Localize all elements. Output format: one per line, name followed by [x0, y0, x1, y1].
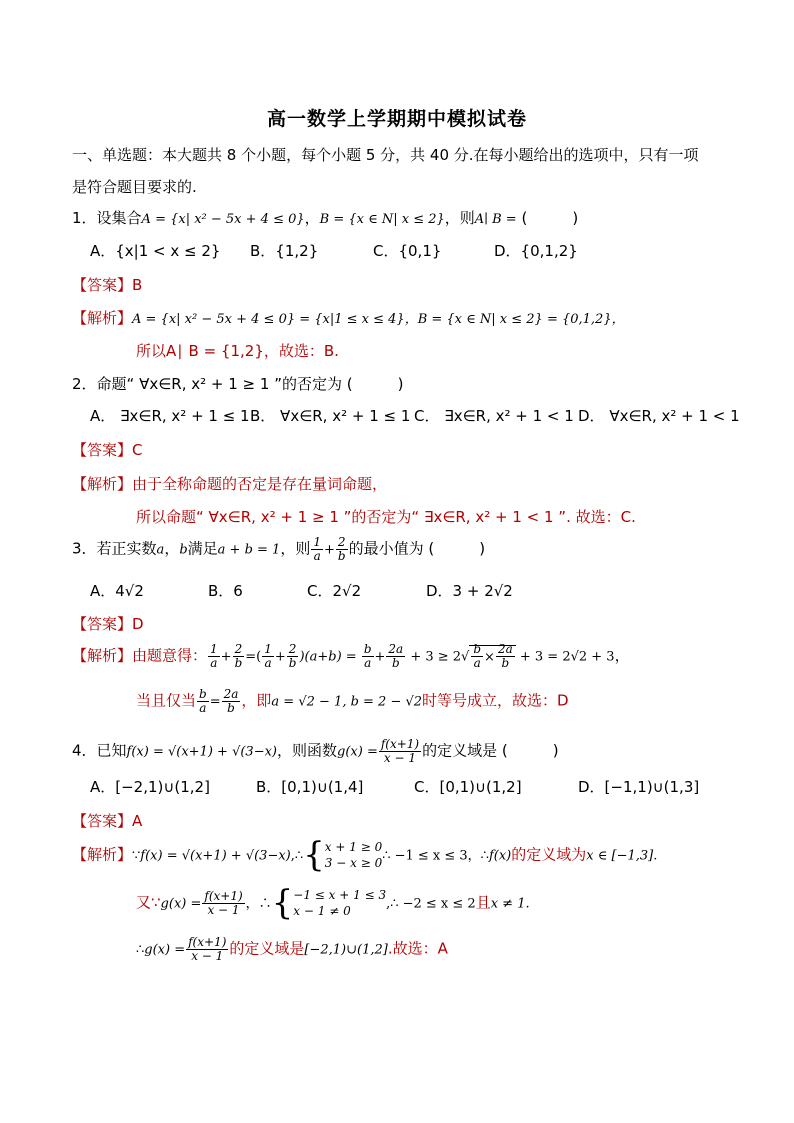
answer-label: 【答案】 [72, 812, 133, 830]
q4-x-ne-1: x ≠ 1. [490, 896, 530, 912]
q4-stem-b: ，则函数 [277, 741, 338, 760]
q2-analysis-line1 [72, 473, 387, 494]
q3-analysis-lead: 由题意得： [132, 646, 208, 665]
q3-math-frac: $\frac{2}{b}$ [234, 642, 243, 670]
q4-system-brace: { [271, 883, 294, 923]
answer-label: 【答案】 [72, 615, 133, 633]
section-intro-line1: 一、单选题：本大题共 8 个小题，每个小题 5 分，共 40 分.在每小题给出的选项中，只有一项 [72, 146, 699, 164]
q4-gx-fraction: $\frac{f(x+1)}{x - 1}$ [380, 737, 420, 765]
q3-condition: a + b = 1 [217, 542, 281, 558]
q4-option-a: A．[−2,1)∪(1,2] [90, 778, 210, 796]
q3-option-d: D．3 + 2√2 [426, 582, 513, 600]
question-1-stem [72, 207, 578, 228]
q3-sep: ， [164, 539, 180, 558]
q2-option-d: D． ∀x∈R, x² + 1 < 1 [578, 407, 740, 425]
q4-domain-is: 的定义域是 [229, 939, 305, 958]
q1-option-d: D．{0,1,2} [494, 242, 578, 260]
q1-option-a: A．{x|1 < x ≤ 2} [90, 242, 221, 260]
q4-system-brace: { [303, 835, 325, 875]
q3-stem-b: 满足 [187, 539, 218, 558]
q4-domain-final: [−2,1)∪(1,2] [304, 942, 388, 958]
q3-math-frac: $\frac{1}{a}$ [210, 642, 218, 670]
q1-expr: A∣ B = [474, 212, 517, 227]
q4-fx: f(x) = √(x+1) + √(3−x) [126, 744, 277, 760]
q4-and: 且 [475, 893, 491, 912]
q1-analysis-math1: A = {x| x² − 5x + 4 ≤ 0} = {x|1 ≤ x ≤ 4}，B = {x ∈ N| x ≤ 2} = {0,1,2}， [132, 312, 625, 327]
q3-analysis-line1: 【解析】由题意得： $\frac{1}{a}$ + $\frac{2}{b}$ =( $\frac{1}{a}$ + $\frac{2}{b}$ )(a+b) = $\frac{b}{a}$ + $\frac{2a}{b}$ + 3 ≥ 2√ $\frac{b}{a}$ × $\frac{2a}{b}$ + 3 = 2√2 + 3， [72, 642, 630, 670]
q3-math-frac: $\frac{2a}{b}$ [388, 642, 404, 670]
q3-analysis-conclusion: 时等号成立，故选：D [422, 691, 569, 710]
q4-choose: .故选：A [387, 939, 448, 958]
q3-option-a: A．4√2 [90, 582, 144, 600]
q4-answer-value: A [132, 812, 143, 830]
q1-then: ，则 [444, 209, 475, 227]
q1-answer [72, 274, 142, 295]
q3-var-a: a [156, 542, 165, 558]
q3-analysis-when: 当且仅当 [136, 691, 197, 710]
q3-answer [72, 613, 144, 634]
q1-comma: ， [304, 209, 320, 227]
q3-math-frac: $\frac{2}{b}$ [288, 642, 297, 670]
q3-var-b: b [179, 542, 188, 558]
page-title: 高一数学上学期期中模拟试卷 [266, 108, 527, 130]
q3-answer-value: D [132, 615, 144, 633]
q3-analysis-line2: 当且仅当 $\frac{b}{a}$ = $\frac{2a}{b}$ ，即a = √2 − 1, b = 2 − √2时等号成立，故选：D [136, 687, 569, 715]
q3-option-b: B．6 [208, 582, 243, 600]
q3-math-frac: $\frac{1}{a}$ [264, 642, 272, 670]
answer-label: 【答案】 [72, 276, 133, 294]
q2-analysis-text1: 由于全称命题的否定是存在量词命题， [132, 475, 388, 493]
q4-analysis-line3: ∴g(x) = $\frac{f(x+1)}{x - 1}$ 的定义域是[−2,1)∪(1,2].故选：A [136, 935, 448, 963]
q2-answer-value: C [132, 441, 143, 459]
q3-analysis-values: a = √2 − 1, b = 2 − √2 [271, 694, 423, 710]
q1-option-b: B．{1,2} [250, 242, 319, 260]
q3-option-c: C．2√2 [307, 582, 362, 600]
q4-gx-fraction: $\frac{f(x+1)}{x - 1}$ [204, 888, 243, 917]
analysis-label: 【解析】 [72, 646, 133, 665]
q4-therefore-final: ∴ [136, 942, 145, 958]
q3-fraction-2-over-b: $\frac{2}{b}$ [337, 535, 346, 563]
section-intro-line2: 是符合题目要求的. [72, 178, 197, 196]
q4-stem-c: 的定义域是 ( ) [422, 741, 559, 760]
q4-domain-value: x ∈ [−1,3]. [586, 848, 658, 864]
q4-stem-a: 4．已知 [72, 741, 127, 760]
q4-option-d: D．[−1,1)∪(1,3] [578, 778, 700, 796]
q4-because: ∵ [132, 848, 141, 864]
analysis-label: 【解析】 [72, 475, 133, 493]
q3-math-frac: $\frac{b}{a}$ [363, 642, 372, 670]
q2-option-b: B． ∀x∈R, x² + 1 ≤ 1 [250, 407, 411, 425]
q1-stem-text: 1．设集合 [72, 209, 142, 227]
q4-option-b: B．[0,1)∪(1,4] [256, 778, 364, 796]
q3-stem-c: ，则 [280, 539, 311, 558]
analysis-label: 【解析】 [72, 845, 133, 864]
q1-answer-value: B [132, 276, 143, 294]
q3-math-sqrt: $\frac{b}{a}$ × $\frac{2a}{b}$ [469, 645, 515, 665]
q4-answer [72, 810, 142, 831]
q1-analysis-line2: 所以A∣ B = {1,2}，故选：B. [136, 342, 339, 360]
q1-set-b: B = {x ∈ N| x ≤ 2} [319, 212, 445, 227]
q3-stem-d: 的最小值为 ( ) [348, 539, 486, 558]
q1-set-a: A = {x| x² − 5x + 4 ≤ 0} [141, 212, 305, 227]
q2-answer [72, 439, 143, 460]
q3-math-frac: $\frac{b}{a}$ [199, 687, 207, 715]
q1-option-c: C．{0,1} [373, 242, 442, 260]
q2-analysis-line2: 所以命题“ ∀x∈R, x² + 1 ≥ 1 ”的否定为“ ∃x∈R, x² + 1 < 1 ”. 故选：C. [136, 508, 636, 526]
q4-analysis-line1: 【解析】∵f(x) = √(x+1) + √(3−x),∴{x + 1 ≥ 0 3 − x ≥ 0∴ −1 ≤ x ≤ 3，∴f(x)的定义域为x ∈ [−1,3]. [72, 835, 658, 875]
q4-system-2: −1 ≤ x + 1 ≤ 3 x − 1 ≠ 0 [293, 887, 387, 918]
question-3-stem: 3．若正实数a，b满足a + b = 1，则 $\frac{1}{a}$ + $\frac{2}{b}$ 的最小值为 ( ) [72, 535, 486, 563]
q4-range-2: ,∴ −2 ≤ x ≤ 2 [386, 896, 476, 912]
q2-option-a: A． ∃x∈R, x² + 1 ≤ 1 [90, 407, 250, 425]
q4-system-1: x + 1 ≥ 0 3 − x ≥ 0 [324, 839, 383, 870]
q4-gx-fraction: $\frac{f(x+1)}{x - 1}$ [188, 935, 227, 963]
question-4-stem: 4．已知f(x) = √(x+1) + √(3−x)，则函数g(x) = $\frac{f(x+1)}{x - 1}$ 的定义域是 ( ) [72, 737, 559, 765]
q4-therefore: ，∴ [245, 896, 272, 912]
q1-analysis-line1 [72, 307, 625, 328]
q2-option-c: C． ∃x∈R, x² + 1 < 1 [414, 407, 574, 425]
q4-domain-text: 的定义域为 [511, 845, 587, 864]
analysis-label: 【解析】 [72, 309, 133, 327]
q4-also: 又∵ [136, 893, 161, 912]
q4-option-c: C．[0,1)∪(1,2] [414, 778, 522, 796]
q3-math-frac: $\frac{2a}{b}$ [223, 687, 239, 715]
q3-analysis-ie: ，即 [241, 691, 272, 710]
answer-label: 【答案】 [72, 441, 133, 459]
q3-fraction-1-over-a: $\frac{1}{a}$ [313, 535, 321, 563]
q4-range: ∴ −1 ≤ x ≤ 3，∴ [382, 848, 489, 864]
q3-stem-a: 3．若正实数 [72, 539, 157, 558]
q4-analysis-line2: 又∵g(x) = $\frac{f(x+1)}{x - 1}$ ，∴{−1 ≤ x + 1 ≤ 3 x − 1 ≠ 0 ,∴ −2 ≤ x ≤ 2且x ≠ 1. [136, 883, 530, 923]
q1-blank: ( ) [521, 209, 579, 227]
question-2-stem: 2．命题“ ∀x∈R, x² + 1 ≥ 1 ”的否定为 ( ) [72, 375, 404, 393]
